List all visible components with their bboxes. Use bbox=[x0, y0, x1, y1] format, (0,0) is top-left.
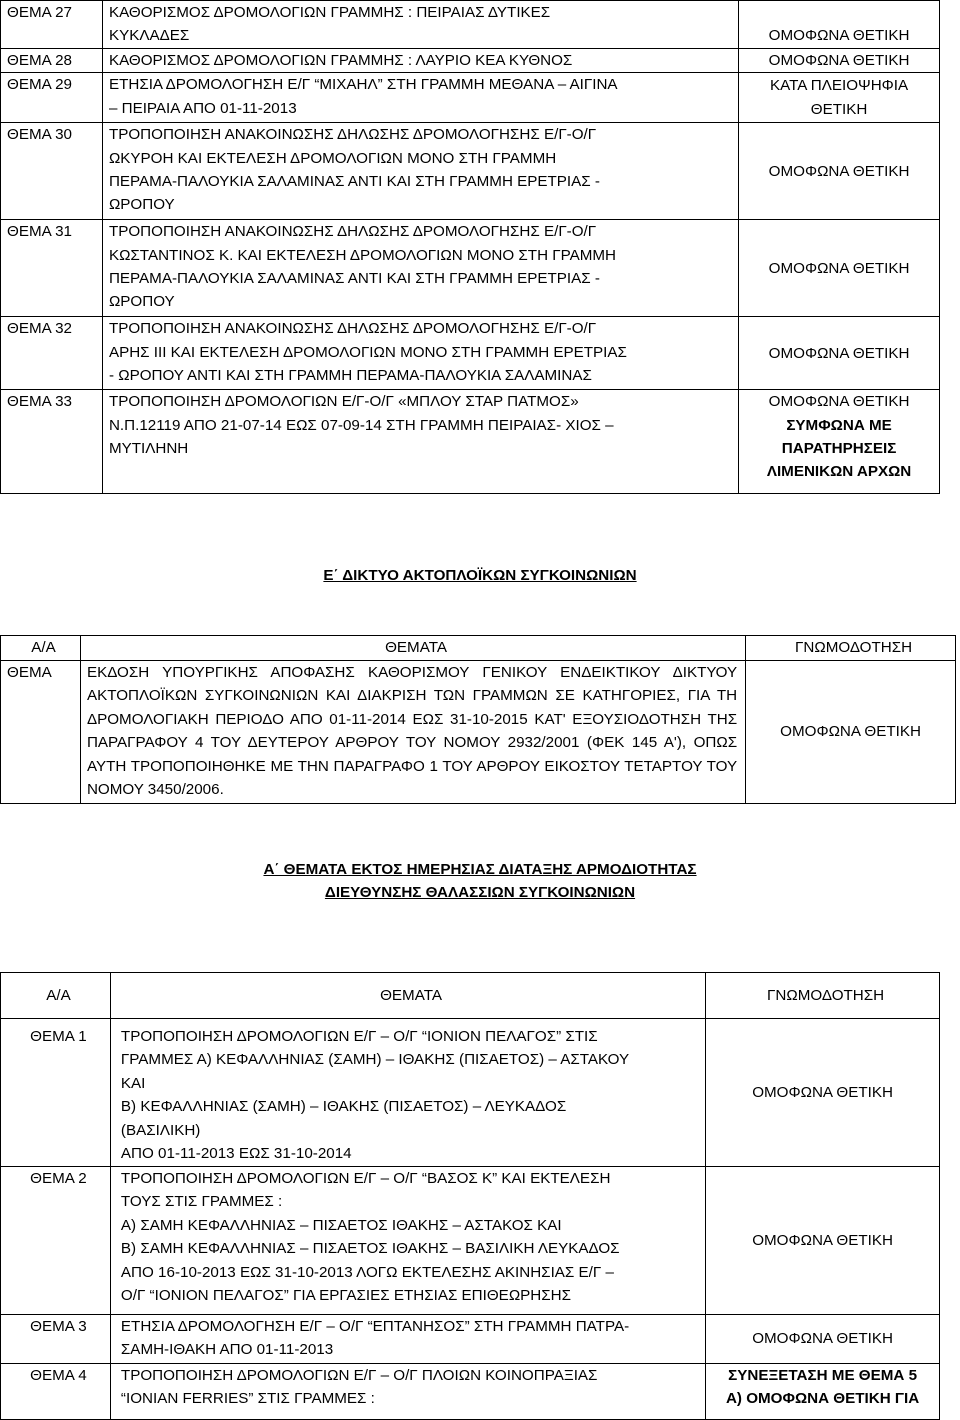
table-row bbox=[1, 317, 940, 390]
header-topics: ΘΕΜΑΤΑ bbox=[80, 636, 745, 661]
topic-text: ΤΡΟΠΟΠΟΙΗΣΗ ΔΡΟΜΟΛΟΓΙΩΝ Ε/Γ – Ο/Γ ΠΛΟΙΩΝ ΚΟΙΝΟΠΡΑΞΙΑΣ “IONIAN FERRIES” ΣΤΙΣ ΓΡΑΜΜΕΣ : bbox=[110, 1364, 705, 1420]
decisions-table-2 bbox=[0, 635, 956, 804]
topic-text: ΤΡΟΠΟΠΟΙΗΣΗ ΔΡΟΜΟΛΟΓΙΩΝ Ε/Γ-Ο/Γ «ΜΠΛΟΥ ΣΤΑΡ ΠΑΤΜΟΣ» Ν.Π.12119 ΑΠΟ 21-07-14 ΕΩΣ 07-09-14 ΣΤΗ ΓΡΑΜΜΗ ΠΕΙΡΑΙΑΣ- ΧΙΟΣ – ΜΥΤΙΛΗΝΗ bbox=[102, 390, 738, 494]
topic-number: ΘΕΜΑ 4 bbox=[1, 1364, 111, 1420]
topic-number: ΘΕΜΑ 33 bbox=[1, 390, 103, 494]
topic-number: ΘΕΜΑ 2 bbox=[1, 1167, 111, 1315]
topic-text: ΚΑΘΟΡΙΣΜΟΣ ΔΡΟΜΟΛΟΓΙΩΝ ΓΡΑΜΜΗΣ : ΛΑΥΡΙΟ ΚΕΑ ΚΥΘΝΟΣ bbox=[102, 48, 738, 72]
table-row bbox=[1, 1315, 940, 1364]
opinion-note: ΣΥΜΦΩΝΑ ΜΕ ΠΑΡΑΤΗΡΗΣΕΙΣ ΛΙΜΕΝΙΚΩΝ ΑΡΧΩΝ bbox=[766, 416, 912, 481]
table-row bbox=[1, 73, 940, 123]
topic-text: ΤΡΟΠΟΠΟΙΗΣΗ ΑΝΑΚΟΙΝΩΣΗΣ ΔΗΛΩΣΗΣ ΔΡΟΜΟΛΟΓΗΣΗΣ Ε/Γ-Ο/Γ ΑΡΗΣ ΙΙΙ ΚΑΙ ΕΚΤΕΛΕΣΗ ΔΡΟΜΟΛΟΓΙΩΝ ΜΟΝΟ ΣΤΗ ΓΡΑΜΜΗ ΕΡΕΤΡΙΑΣ - ΩΡΟΠΟΥ ΑΝΤΙ ΚΑΙ ΣΤΗ ΓΡΑΜΜΗ ΠΕΡΑΜΑ-ΠΑΛΟΥΚΙΑ ΣΑΛΑΜΙΝΑΣ bbox=[102, 317, 738, 390]
header-topics: ΘΕΜΑΤΑ bbox=[110, 973, 705, 1019]
table-row bbox=[1, 1, 940, 49]
topic-number: ΘΕΜΑ 27 bbox=[1, 1, 103, 49]
header-opinion: ΓΝΩΜΟΔΟΤΗΣΗ bbox=[746, 636, 956, 661]
topic-text: ΤΡΟΠΟΠΟΙΗΣΗ ΑΝΑΚΟΙΝΩΣΗΣ ΔΗΛΩΣΗΣ ΔΡΟΜΟΛΟΓΗΣΗΣ Ε/Γ-Ο/Γ ΚΩΣΤΑΝΤΙΝΟΣ Κ. ΚΑΙ ΕΚΤΕΛΕΣΗ ΔΡΟΜΟΛΟΓΙΩΝ ΜΟΝΟ ΣΤΗ ΓΡΑΜΜΗ ΠΕΡΑΜΑ-ΠΑΛΟΥΚΙΑ ΣΑΛΑΜΙΝΑΣ ΑΝΤΙ ΚΑΙ ΣΤΗ ΓΡΑΜΜΗ ΕΡΕΤΡΙΑΣ - ΩΡΟΠΟΥ bbox=[102, 220, 738, 317]
opinion: ΟΜΟΦΩΝΑ ΘΕΤΙΚΗ bbox=[739, 1, 940, 49]
topic-number: ΘΕΜΑ 29 bbox=[1, 73, 103, 123]
opinion-line-1: ΟΜΟΦΩΝΑ ΘΕΤΙΚΗ bbox=[768, 393, 910, 411]
topic-text: ΤΡΟΠΟΠΟΙΗΣΗ ΔΡΟΜΟΛΟΓΙΩΝ Ε/Γ – Ο/Γ “ΙΟΝΙΟΝ ΠΕΛΑΓΟΣ” ΣΤΙΣ ΓΡΑΜΜΕΣ Α) ΚΕΦΑΛΛΗΝΙΑΣ (ΣΑΜΗ) – ΙΘΑΚΗΣ (ΠΙΣΑΕΤΟΣ) – ΑΣΤΑΚΟΥ ΚΑΙ Β) ΚΕΦΑΛΛΗΝΙΑΣ (ΣΑΜΗ) – ΙΘΑΚΗΣ (ΠΙΣΑΕΤΟΣ) – ΛΕΥΚΑΔΟΣ (ΒΑΣΙΛΙΚΗ) ΑΠΟ 01-11-2013 ΕΩΣ 31-10-2014 bbox=[110, 1019, 705, 1167]
opinion: ΟΜΟΦΩΝΑ ΘΕΤΙΚΗ bbox=[739, 220, 940, 317]
section-a-heading-line-2: ΔΙΕΥΘΥΝΣΗΣ ΘΑΛΑΣΣΙΩΝ ΣΥΓΚΟΙΝΩΝΙΩΝ bbox=[324, 884, 636, 901]
table-row bbox=[1, 1019, 940, 1167]
topic-number: ΘΕΜΑ 28 bbox=[1, 48, 103, 72]
topic-text: ΕΤΗΣΙΑ ΔΡΟΜΟΛΟΓΗΣΗ Ε/Γ “ΜΙΧΑΗΛ” ΣΤΗ ΓΡΑΜΜΗ ΜΕΘΑΝΑ – ΑΙΓΙΝΑ – ΠΕΙΡΑΙΑ ΑΠΟ 01-11-2013 bbox=[102, 73, 738, 123]
opinion: ΟΜΟΦΩΝΑ ΘΕΤΙΚΗ bbox=[739, 48, 940, 72]
topic-number: ΘΕΜΑ bbox=[1, 661, 81, 804]
table-row bbox=[1, 48, 940, 72]
table-row bbox=[1, 1167, 940, 1315]
table-header-row bbox=[1, 973, 940, 1019]
decisions-table-3 bbox=[0, 972, 940, 1420]
opinion: ΟΜΟΦΩΝΑ ΘΕΤΙΚΗ bbox=[739, 123, 940, 220]
topic-text: ΕΚΔΟΣΗ ΥΠΟΥΡΓΙΚΗΣ ΑΠΟΦΑΣΗΣ ΚΑΘΟΡΙΣΜΟΥ ΓΕΝΙΚΟΥ ΕΝΔΕΙΚΤΙΚΟΥ ΔΙΚΤΥΟΥ ΑΚΤΟΠΛΟΪΚΩΝ ΣΥΓΚΟΙΝΩΝΙΩΝ ΚΑΙ ΔΙΑΚΡΙΣΗ ΤΩΝ ΓΡΑΜΜΩΝ ΣΕ ΚΑΤΗΓΟΡΙΕΣ, ΓΙΑ ΤΗ ΔΡΟΜΟΛΟΓΙΑΚΗ ΠΕΡΙΟΔΟ ΑΠΟ 01-11-2014 ΕΩΣ 31-10-2015 ΚΑΤ' ΕΞΟΥΣΙΟΔΟΤΗΣΗ ΤΗΣ ΠΑΡΑΓΡΑΦΟΥ 4 ΤΟΥ ΔΕΥΤΕΡΟΥ ΑΡΘΡΟΥ ΤΟΥ ΝΟΜΟΥ 2932/2001 (ΦΕΚ 145 Α'), ΟΠΩΣ ΑΥΤΗ ΤΡΟΠΟΠΟΙΗΘΗΚΕ ΜΕ ΤΗΝ ΠΑΡΑΓΡΑΦΟ 1 ΤΟΥ ΑΡΘΡΟΥ ΕΙΚΟΣΤΟΥ ΤΕΤΑΡΤΟΥ ΤΟΥ ΝΟΜΟΥ 3450/2006. bbox=[80, 661, 745, 804]
topic-number: ΘΕΜΑ 30 bbox=[1, 123, 103, 220]
topic-number: ΘΕΜΑ 3 bbox=[1, 1315, 111, 1364]
topic-text: ΤΡΟΠΟΠΟΙΗΣΗ ΔΡΟΜΟΛΟΓΙΩΝ Ε/Γ – Ο/Γ “ΒΑΣΟΣ Κ” ΚΑΙ ΕΚΤΕΛΕΣΗ ΤΟΥΣ ΣΤΙΣ ΓΡΑΜΜΕΣ : Α) ΣΑΜΗ ΚΕΦΑΛΛΗΝΙΑΣ – ΠΙΣΑΕΤΟΣ ΙΘΑΚΗΣ – ΑΣΤΑΚΟΣ ΚΑΙ Β) ΣΑΜΗ ΚΕΦΑΛΛΗΝΙΑΣ – ΠΙΣΑΕΤΟΣ ΙΘΑΚΗΣ – ΒΑΣΙΛΙΚΗ ΛΕΥΚΑΔΟΣ ΑΠΟ 16-10-2013 ΕΩΣ 31-10-2013 ΛΟΓΩ ΕΚΤΕΛΕΣΗΣ ΑΚΙΝΗΣΙΑΣ Ε/Γ – Ο/Γ “ΙΟΝΙΟΝ ΠΕΛΑΓΟΣ” ΓΙΑ ΕΡΓΑΣΙΕΣ ΕΤΗΣΙΑΣ ΕΠΙΘΕΩΡΗΣΗΣ bbox=[110, 1167, 705, 1315]
opinion: ΟΜΟΦΩΝΑ ΘΕΤΙΚΗ bbox=[706, 1019, 940, 1167]
opinion: ΣΥΝΕΞΕΤΑΣΗ ΜΕ ΘΕΜΑ 5 Α) ΟΜΟΦΩΝΑ ΘΕΤΙΚΗ ΓΙΑ bbox=[706, 1364, 940, 1420]
opinion: ΟΜΟΦΩΝΑ ΘΕΤΙΚΗ bbox=[706, 1167, 940, 1315]
table-row bbox=[1, 661, 956, 804]
header-opinion: ΓΝΩΜΟΔΟΤΗΣΗ bbox=[706, 973, 940, 1019]
table-header-row bbox=[1, 636, 956, 661]
opinion: ΟΜΟΦΩΝΑ ΘΕΤΙΚΗ bbox=[739, 317, 940, 390]
topic-text: ΕΤΗΣΙΑ ΔΡΟΜΟΛΟΓΗΣΗ Ε/Γ – Ο/Γ “ΕΠΤΑΝΗΣΟΣ” ΣΤΗ ΓΡΑΜΜΗ ΠΑΤΡΑ- ΣΑΜΗ-ΙΘΑΚΗ ΑΠΟ 01-11-2013 bbox=[110, 1315, 705, 1364]
topic-number: ΘΕΜΑ 1 bbox=[1, 1019, 111, 1167]
table-row bbox=[1, 220, 940, 317]
topic-number: ΘΕΜΑ 31 bbox=[1, 220, 103, 317]
decisions-table-1 bbox=[0, 0, 940, 494]
table-row bbox=[1, 123, 940, 220]
opinion: ΟΜΟΦΩΝΑ ΘΕΤΙΚΗ bbox=[746, 661, 956, 804]
table-row bbox=[1, 390, 940, 494]
topic-text: ΚΑΘΟΡΙΣΜΟΣ ΔΡΟΜΟΛΟΓΙΩΝ ΓΡΑΜΜΗΣ : ΠΕΙΡΑΙΑΣ ΔΥΤΙΚΕΣ ΚΥΚΛΑΔΕΣ bbox=[102, 1, 738, 49]
header-num: Α/Α bbox=[1, 973, 111, 1019]
table-row bbox=[1, 1364, 940, 1420]
section-e-heading: Ε΄ ΔΙΚΤΥΟ ΑΚΤΟΠΛΟΪΚΩΝ ΣΥΓΚΟΙΝΩΝΙΩΝ bbox=[323, 567, 637, 584]
section-a-heading-line-1: Α΄ ΘΕΜΑΤΑ ΕΚΤΟΣ ΗΜΕΡΗΣΙΑΣ ΔΙΑΤΑΞΗΣ ΑΡΜΟΔΙΟΤΗΤΑΣ bbox=[263, 861, 697, 878]
topic-number: ΘΕΜΑ 32 bbox=[1, 317, 103, 390]
opinion: ΟΜΟΦΩΝΑ ΘΕΤΙΚΗ bbox=[706, 1315, 940, 1364]
topic-text: ΤΡΟΠΟΠΟΙΗΣΗ ΑΝΑΚΟΙΝΩΣΗΣ ΔΗΛΩΣΗΣ ΔΡΟΜΟΛΟΓΗΣΗΣ Ε/Γ-Ο/Γ ΩΚΥΡΟΗ ΚΑΙ ΕΚΤΕΛΕΣΗ ΔΡΟΜΟΛΟΓΙΩΝ ΜΟΝΟ ΣΤΗ ΓΡΑΜΜΗ ΠΕΡΑΜΑ-ΠΑΛΟΥΚΙΑ ΣΑΛΑΜΙΝΑΣ ΑΝΤΙ ΚΑΙ ΣΤΗ ΓΡΑΜΜΗ ΕΡΕΤΡΙΑΣ - ΩΡΟΠΟΥ bbox=[102, 123, 738, 220]
opinion bbox=[739, 390, 940, 494]
header-num: Α/Α bbox=[1, 636, 81, 661]
opinion: ΚΑΤΑ ΠΛΕΙΟΨΗΦΙΑ ΘΕΤΙΚΗ bbox=[739, 73, 940, 123]
